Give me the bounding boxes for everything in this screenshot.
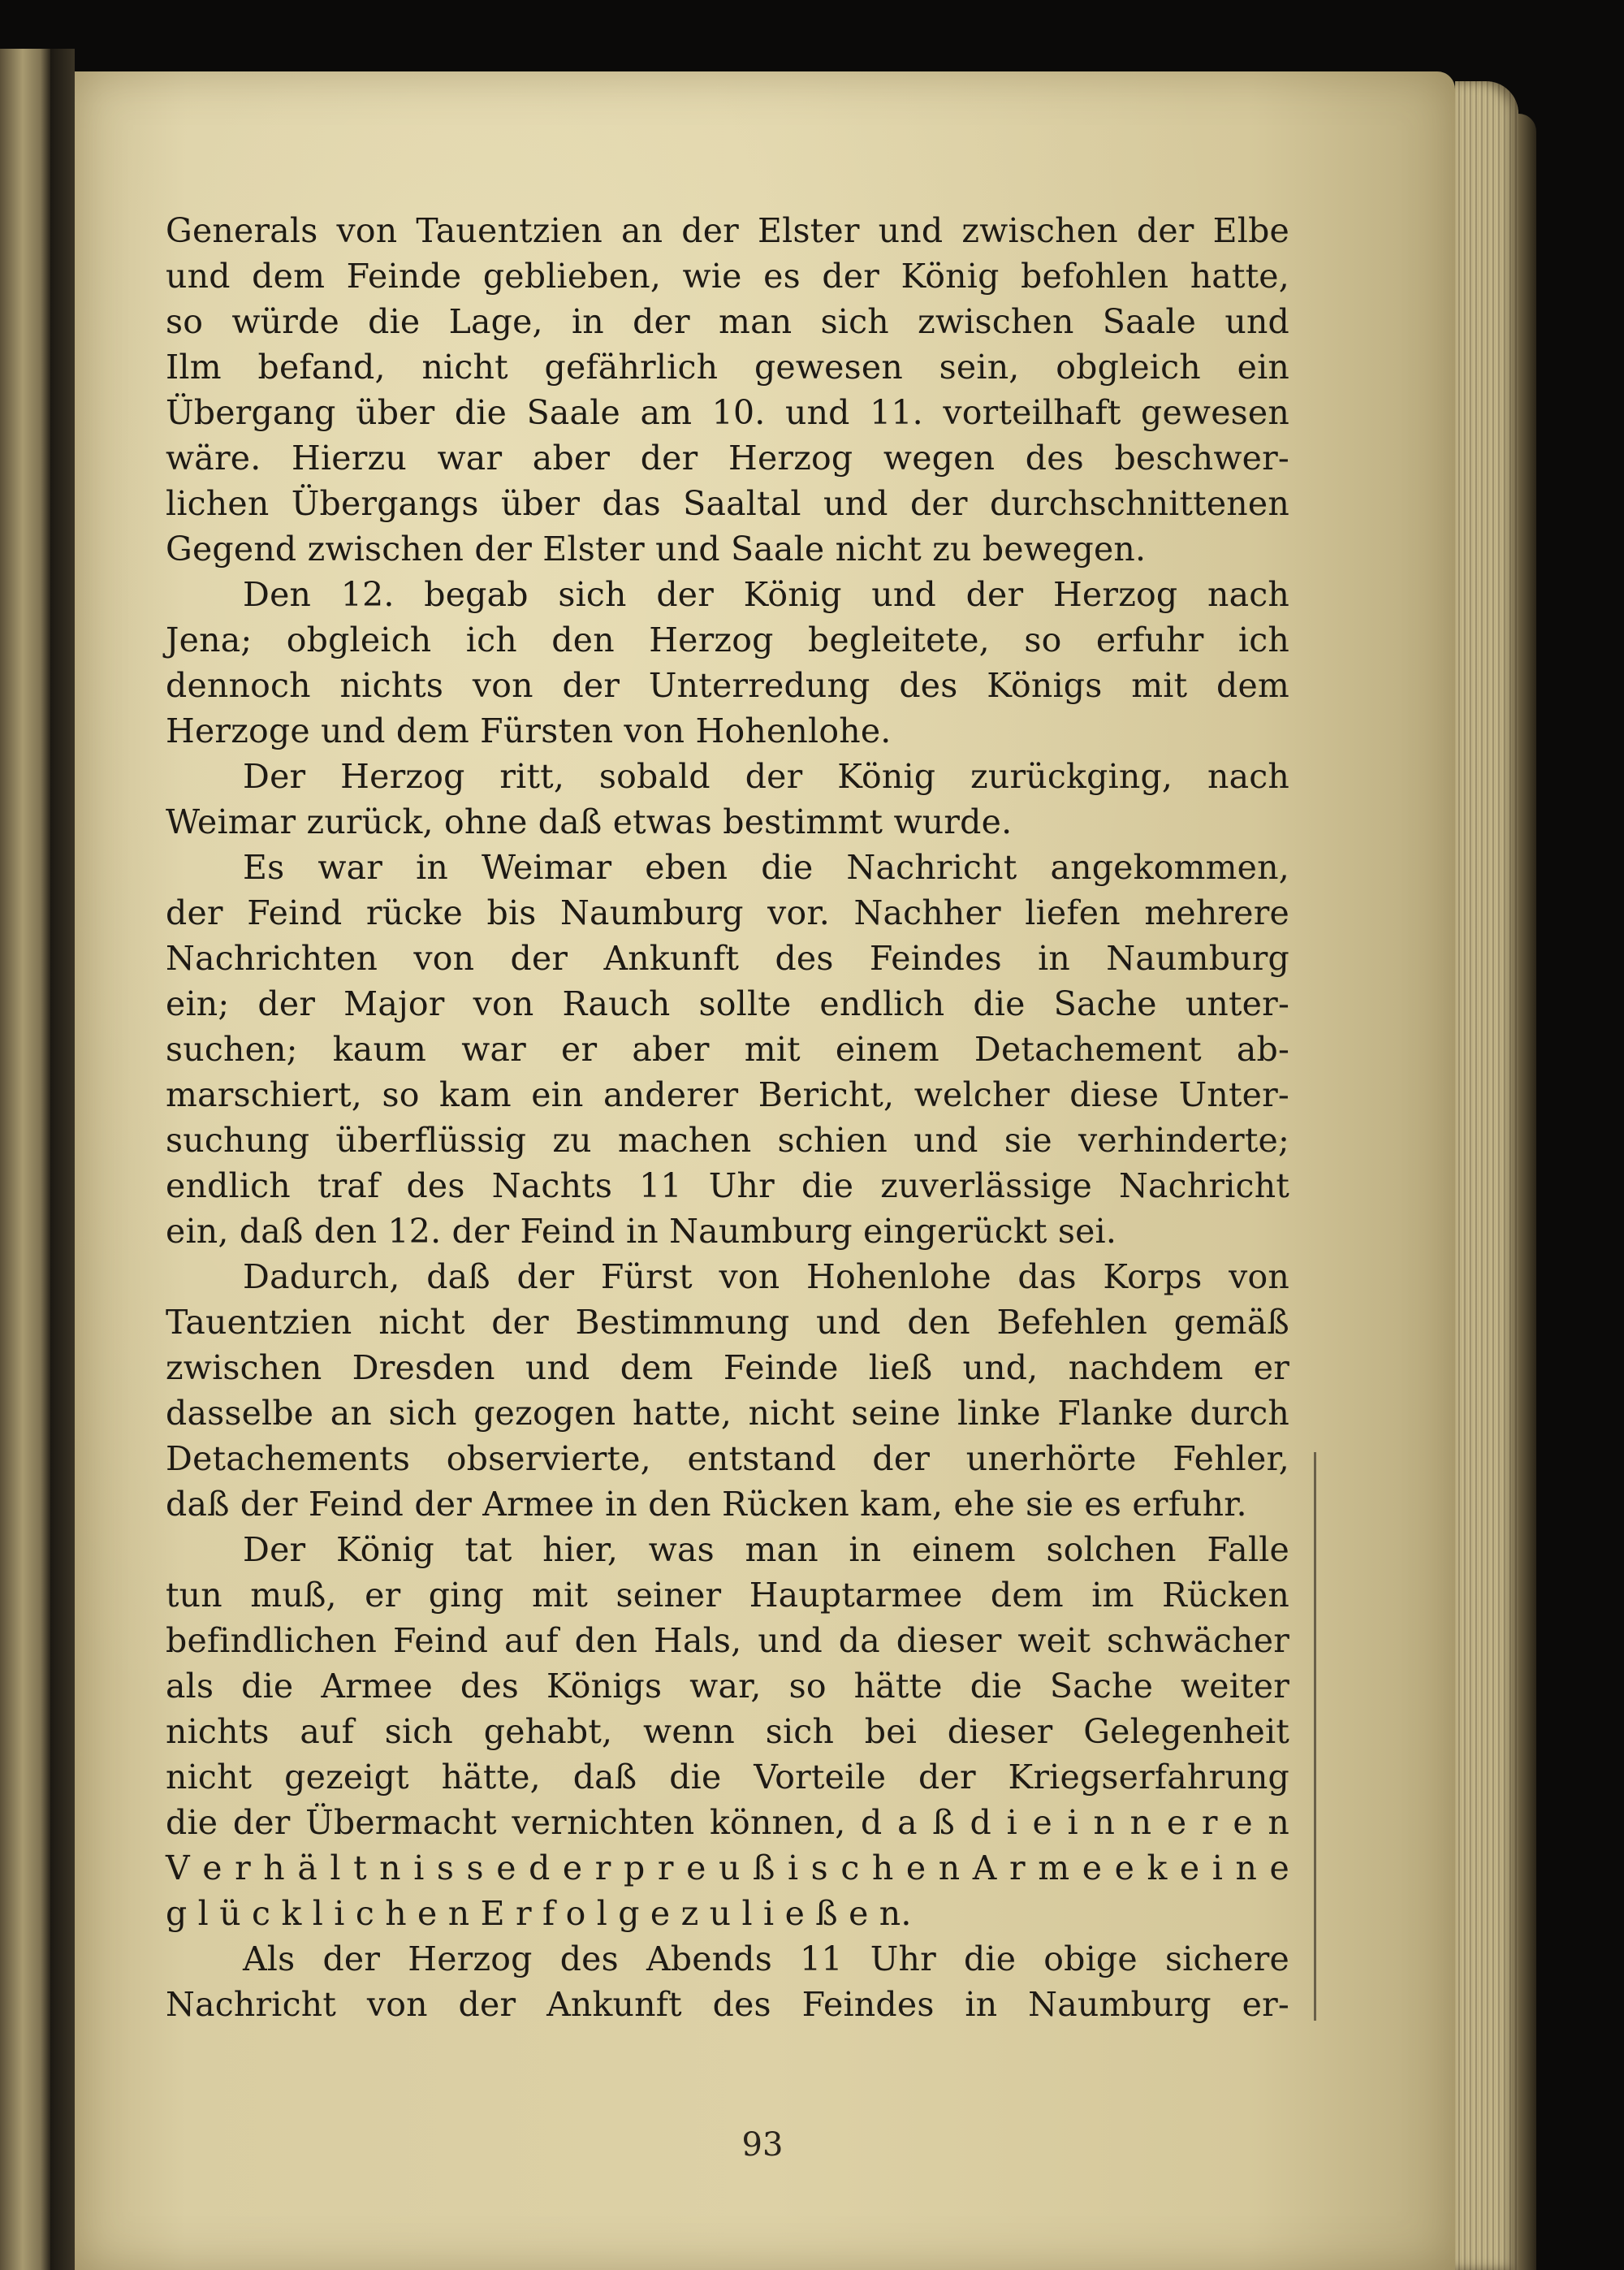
text-line: die der Übermacht vernichten können, d a ß d i e i n n e r e n <box>166 1803 1289 1842</box>
text-line: so würde die Lage, in der man sich zwischen Saale und <box>166 302 1289 341</box>
text-line: wäre. Hierzu war aber der Herzog wegen des beschwer- <box>166 439 1289 478</box>
text-line: zwischen Dresden und dem Feinde ließ und, nachdem er <box>166 1348 1289 1387</box>
text-line: nichts auf sich gehabt, wenn sich bei dieser Gelegenheit <box>166 1712 1289 1751</box>
book-page <box>75 71 1455 2270</box>
text-line: ein, daß den 12. der Feind in Naumburg eingerückt sei. <box>166 1212 1117 1251</box>
text-line: Jena; obgleich ich den Herzog begleitete, so erfuhr ich <box>166 620 1289 659</box>
text-line: Gegend zwischen der Elster und Saale nicht zu bewegen. <box>166 530 1147 569</box>
page-body-text <box>166 208 1289 2027</box>
text-line: Weimar zurück, ohne daß etwas bestimmt wurde. <box>166 802 1013 841</box>
text-line: Der König tat hier, was man in einem solchen Falle <box>243 1530 1289 1569</box>
left-page-edge <box>0 49 50 2270</box>
text-line: dasselbe an sich gezogen hatte, nicht seine linke Flanke durch <box>166 1394 1289 1433</box>
text-line: V e r h ä l t n i s s e d e r p r e u ß i s c h e n A r m e e k e i n e <box>166 1848 1289 1887</box>
text-line: ein; der Major von Rauch sollte endlich die Sache unter- <box>166 984 1289 1023</box>
text-line: Herzoge und dem Fürsten von Hohenlohe. <box>166 711 892 750</box>
text-line: daß der Feind der Armee in den Rücken kam, ehe sie es erfuhr. <box>166 1485 1247 1524</box>
text-line: Ilm befand, nicht gefährlich gewesen sein, obgleich ein <box>166 348 1289 387</box>
text-line: endlich traf des Nachts 11 Uhr die zuverlässige Nachricht <box>166 1166 1289 1205</box>
text-line: Nachricht von der Ankunft des Feindes in Naumburg er- <box>166 1985 1289 2024</box>
text-line: g l ü c k l i c h e n E r f o l g e z u l i e ß e n. <box>166 1894 912 1933</box>
text-line: Den 12. begab sich der König und der Herzog nach <box>243 575 1289 614</box>
text-line: Der Herzog ritt, sobald der König zurückging, nach <box>243 757 1289 796</box>
text-line: Nachrichten von der Ankunft des Feindes in Naumburg <box>166 939 1289 978</box>
text-line: nicht gezeigt hätte, daß die Vorteile der Kriegserfahrung <box>166 1758 1289 1797</box>
text-line: Dadurch, daß der Fürst von Hohenlohe das Korps von <box>243 1257 1289 1296</box>
text-line: suchen; kaum war er aber mit einem Detachement ab- <box>166 1030 1289 1069</box>
text-line: und dem Feinde geblieben, wie es der König befohlen hatte, <box>166 257 1289 296</box>
text-line: lichen Übergangs über das Saaltal und der durchschnittenen <box>166 484 1289 523</box>
text-line: Detachements observierte, entstand der unerhörte Fehler, <box>166 1439 1289 1478</box>
text-line: dennoch nichts von der Unterredung des Königs mit dem <box>166 666 1289 705</box>
text-line: Als der Herzog des Abends 11 Uhr die obige sichere <box>243 1939 1289 1978</box>
page-stack-edge <box>1455 81 1518 2270</box>
book-gutter <box>50 49 75 2270</box>
page-number: 93 <box>741 2126 784 2164</box>
text-line: der Feind rücke bis Naumburg vor. Nachher liefen mehrere <box>166 893 1289 932</box>
book-cover-edge <box>1518 114 1536 2270</box>
text-line: marschiert, so kam ein anderer Bericht, welcher diese Unter- <box>166 1075 1289 1114</box>
text-line: Generals von Tauentzien an der Elster und zwischen der Elbe <box>166 211 1289 250</box>
text-line: befindlichen Feind auf den Hals, und da dieser weit schwächer <box>166 1621 1289 1660</box>
text-line: tun muß, er ging mit seiner Hauptarmee dem im Rücken <box>166 1576 1289 1615</box>
text-line: Tauentzien nicht der Bestimmung und den Befehlen gemäß <box>166 1303 1289 1342</box>
text-line: suchung überflüssig zu machen schien und sie verhinderte; <box>166 1121 1289 1160</box>
text-line: Es war in Weimar eben die Nachricht angekommen, <box>243 848 1289 887</box>
text-line: als die Armee des Königs war, so hätte die Sache weiter <box>166 1667 1289 1706</box>
margin-pencil-mark <box>1314 1452 1323 2021</box>
text-line: Übergang über die Saale am 10. und 11. vorteilhaft gewesen <box>166 393 1289 432</box>
